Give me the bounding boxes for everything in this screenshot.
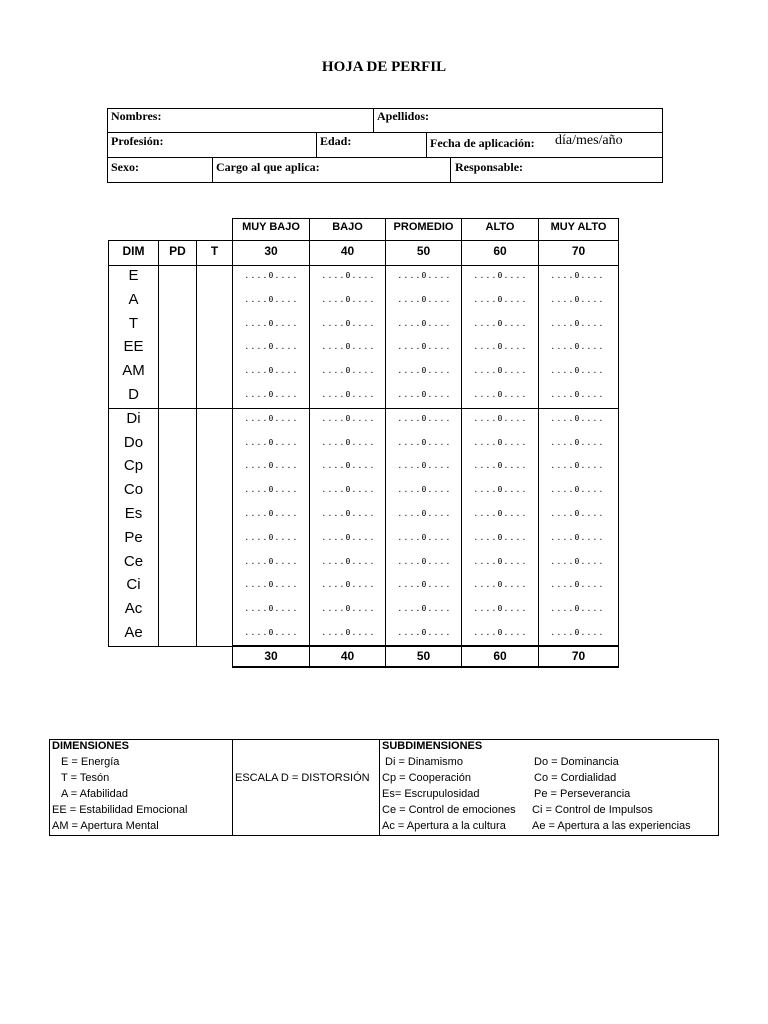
scale-mark-cell[interactable]: ....0.... [397,461,452,471]
score-bottom: 50 [416,649,431,663]
scale-mark-cell[interactable]: ....0.... [550,271,605,280]
scale-mark-cell[interactable]: ....0.... [473,318,528,328]
scale-mark-cell[interactable]: ....0.... [244,556,299,566]
score-bottom: 70 [571,649,586,663]
escala-note: ESCALA D = DISTORSIÓN [235,772,370,784]
scale-mark-cell[interactable]: ....0.... [244,366,299,376]
fecha-value[interactable]: día/mes/año [555,133,623,148]
scale-mark-cell[interactable]: ....0.... [321,318,376,328]
scale-mark-cell[interactable]: ....0.... [397,271,452,280]
scale-mark-cell[interactable]: ....0.... [244,628,299,637]
category-alto: ALTO [485,221,515,233]
scale-mark-cell[interactable]: ....0.... [397,580,452,590]
scale-mark-cell[interactable]: ....0.... [397,532,452,542]
scale-mark-cell[interactable]: ....0.... [550,294,605,304]
scale-mark-cell[interactable]: ....0.... [397,390,452,399]
scale-mark-cell[interactable]: ....0.... [397,437,452,447]
scale-mark-cell[interactable]: ....0.... [244,318,299,328]
scale-mark-cell[interactable]: ....0.... [244,580,299,590]
scale-mark-cell[interactable]: ....0.... [244,342,299,352]
scale-mark-cell[interactable]: ....0.... [473,485,528,495]
dimensiones-title: DIMENSIONES [52,740,130,752]
scale-mark-cell[interactable]: ....0.... [473,390,528,399]
scale-mark-cell[interactable]: ....0.... [473,366,528,376]
scale-mark-cell[interactable]: ....0.... [321,294,376,304]
legend-table [49,739,719,835]
personal-info-table [107,108,663,183]
responsable-field[interactable]: Responsable: [455,160,524,174]
dimension-label: A [128,290,139,308]
scale-mark-cell[interactable]: ....0.... [244,271,299,280]
scale-mark-cell[interactable]: ....0.... [550,556,605,566]
legend-item: E = Energía [61,756,120,768]
score-bottom: 60 [493,649,507,663]
scale-mark-cell[interactable]: ....0.... [550,413,605,423]
scale-mark-cell[interactable]: ....0.... [321,366,376,376]
scale-mark-cell[interactable]: ....0.... [397,342,452,352]
scale-mark-cell[interactable]: ....0.... [397,556,452,566]
scale-mark-cell[interactable]: ....0.... [473,556,528,566]
fecha-label: Fecha de aplicación: [430,136,535,150]
scale-mark-cell[interactable]: ....0.... [397,604,452,614]
scale-mark-cell[interactable]: ....0.... [473,437,528,447]
scale-mark-cell[interactable]: ....0.... [244,413,299,423]
score-top: 70 [571,244,586,258]
scale-mark-cell[interactable]: ....0.... [550,461,605,471]
legend-item: T = Tesón [61,772,110,784]
category-promedio: PROMEDIO [393,221,454,233]
scale-mark-cell[interactable]: ....0.... [473,628,528,637]
score-top: 50 [416,244,431,258]
legend-item: Cp = Cooperación [382,772,471,784]
nombres-field[interactable]: Nombres: [111,109,162,123]
scale-mark-cell[interactable]: ....0.... [244,294,299,304]
subdimension-label: Ci [126,576,141,594]
subdimension-label: Pe [124,528,143,546]
subdimension-label: Do [123,433,144,451]
scale-mark-cell[interactable]: ....0.... [244,461,299,471]
scale-mark-cell[interactable]: ....0.... [550,366,605,376]
scale-mark-cell[interactable]: ....0.... [550,342,605,352]
scale-mark-cell[interactable]: ....0.... [473,580,528,590]
score-top: 60 [493,244,507,258]
scale-mark-cell[interactable]: ....0.... [244,390,299,399]
subdimension-label: Di [126,409,141,427]
legend-item: Ae = Apertura a las experiencias [532,820,691,832]
legend-item: EE = Estabilidad Emocional [52,804,188,816]
score-top: 30 [264,244,278,258]
scale-mark-cell[interactable]: ....0.... [473,532,528,542]
score-bottom: 40 [340,649,355,663]
dimension-label: AM [122,362,145,380]
scale-mark-cell[interactable]: ....0.... [473,413,528,423]
scale-mark-cell[interactable]: ....0.... [244,604,299,614]
legend-item: Ce = Control de emociones [382,804,516,816]
subdimension-label: Ae [124,624,143,641]
subdimension-label: Es [124,505,143,522]
subdimension-label: Ce [123,552,144,570]
category-muy-alto: MUY ALTO [550,221,607,233]
scale-mark-cell[interactable]: ....0.... [321,485,376,495]
apellidos-field[interactable]: Apellidos: [377,109,430,123]
scale-mark-cell[interactable]: ....0.... [473,294,528,304]
scale-mark-cell[interactable]: ....0.... [244,532,299,542]
legend-item: AM = Apertura Mental [52,820,159,832]
scale-mark-cell[interactable]: ....0.... [397,413,452,423]
scale-mark-cell[interactable]: ....0.... [321,628,376,637]
dim-header: DIM [122,244,145,258]
scale-mark-cell[interactable]: ....0.... [321,509,376,518]
scale-mark-cell[interactable]: ....0.... [550,437,605,447]
page-title: HOJA DE PERFIL [321,59,447,75]
dimension-label: E [128,267,139,284]
scale-mark-cell[interactable]: ....0.... [550,604,605,614]
scale-mark-cell[interactable]: ....0.... [244,485,299,495]
cargo-field[interactable]: Cargo al que aplica: [216,160,320,174]
subdimension-label: Ac [124,600,143,618]
category-bajo: BAJO [332,221,363,233]
scale-mark-cell[interactable]: ....0.... [473,461,528,471]
scale-mark-cell[interactable]: ....0.... [244,509,299,518]
scale-mark-cell[interactable]: ....0.... [321,390,376,399]
scale-mark-cell[interactable]: ....0.... [321,342,376,352]
scale-mark-cell[interactable]: ....0.... [321,604,376,614]
legend-item: Es= Escrupulosidad [382,788,480,800]
legend-item: Ci = Control de Impulsos [532,804,653,816]
scale-mark-cell[interactable]: ....0.... [550,580,605,590]
scale-mark-cell[interactable]: ....0.... [321,532,376,542]
scale-mark-cell[interactable]: ....0.... [397,509,452,518]
scale-mark-cell[interactable]: ....0.... [397,318,452,328]
scale-mark-cell[interactable]: ....0.... [550,509,605,518]
scale-mark-cell[interactable]: ....0.... [244,437,299,447]
scale-mark-cell[interactable]: ....0.... [473,271,528,280]
scale-mark-cell[interactable]: ....0.... [321,580,376,590]
scale-mark-cell[interactable]: ....0.... [550,390,605,399]
legend-item: Ac = Apertura a la cultura [382,820,506,832]
dimension-label: T [128,314,139,332]
scale-mark-cell[interactable]: ....0.... [397,366,452,376]
scale-mark-cell[interactable]: ....0.... [473,342,528,352]
legend-item: Pe = Perseverancia [534,788,631,800]
legend-item: Do = Dominancia [534,756,619,768]
scale-mark-cell[interactable]: ....0.... [550,532,605,542]
legend-item: Co = Cordialidad [534,772,617,784]
category-muy-bajo: MUY BAJO [242,221,300,233]
scale-mark-cell[interactable]: ....0.... [473,509,528,518]
score-top: 40 [340,244,355,258]
scale-mark-cell[interactable]: ....0.... [473,604,528,614]
legend-item: Di = Dinamismo [385,756,463,768]
scale-mark-cell[interactable]: ....0.... [397,628,452,637]
dimension-label: EE [123,338,144,356]
edad-field[interactable]: Edad: [320,134,352,148]
scale-mark-cell[interactable]: ....0.... [550,628,605,637]
score-bottom: 30 [264,649,278,663]
scale-mark-cell[interactable]: ....0.... [321,556,376,566]
dimension-label: D [128,386,139,403]
scale-mark-cell[interactable]: ....0.... [397,294,452,304]
scale-mark-cell[interactable]: ....0.... [321,271,376,280]
scale-mark-cell[interactable]: ....0.... [550,318,605,328]
sexo-field[interactable]: Sexo: [111,160,139,174]
scale-mark-cell[interactable]: ....0.... [397,485,452,495]
scale-mark-cell[interactable]: ....0.... [321,461,376,471]
legend-item: A = Afabilidad [61,788,128,800]
subdimension-label: Cp [123,457,144,475]
subdimensiones-title: SUBDIMENSIONES [382,740,483,752]
profesion-field[interactable]: Profesión: [111,134,164,148]
subdimension-label: Co [123,481,144,499]
scale-mark-cell[interactable]: ....0.... [321,413,376,423]
pd-header: PD [169,244,186,258]
scale-mark-cell[interactable]: ....0.... [550,485,605,495]
t-header: T [210,244,219,258]
scale-mark-cell[interactable]: ....0.... [321,437,376,447]
